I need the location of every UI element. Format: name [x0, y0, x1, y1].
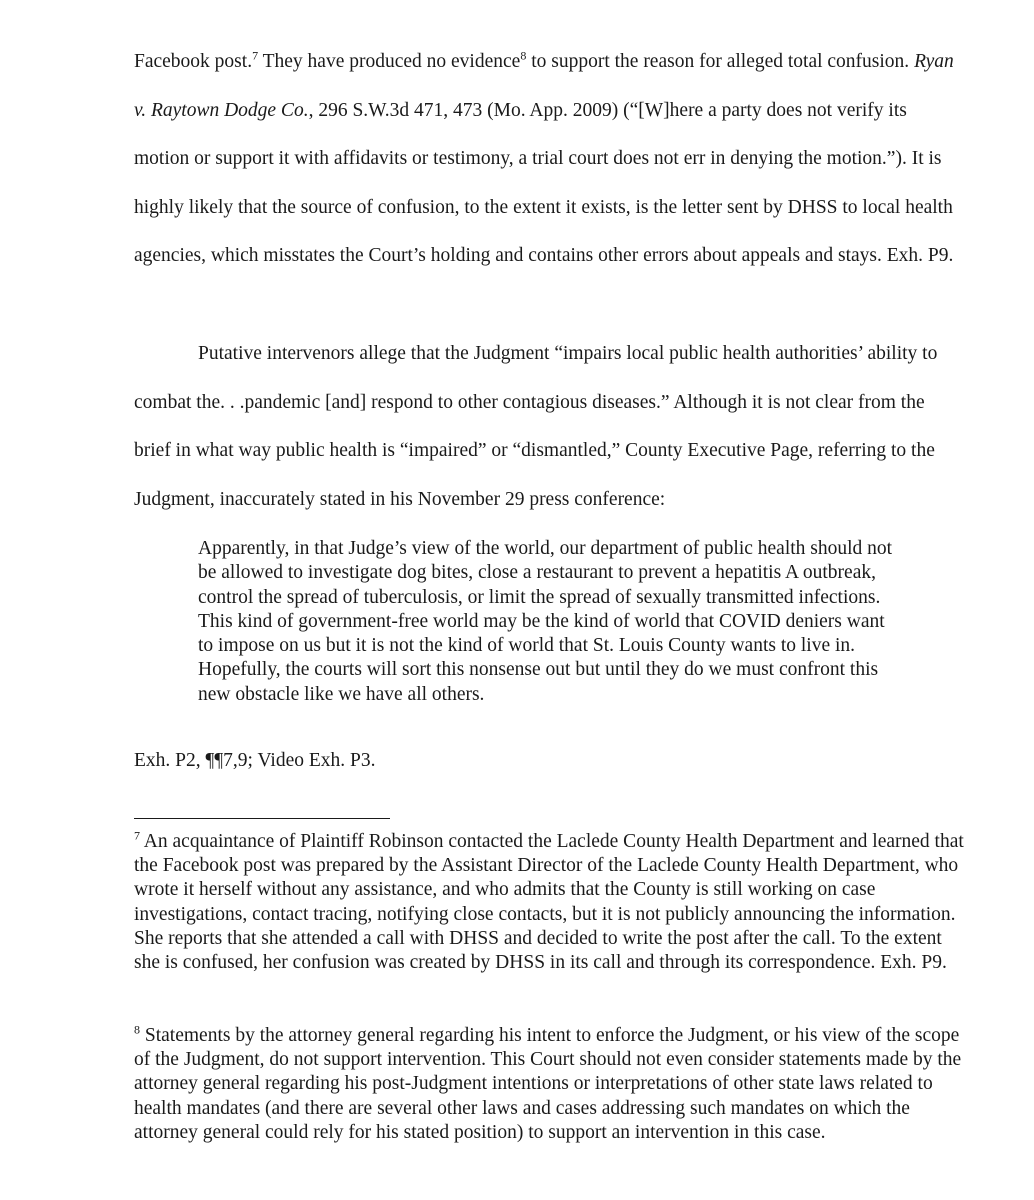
body-paragraph-2: Putative intervenors allege that the Judgment “impairs local public health authorities’ ability to combat the. . .pandemic [and] respond to other contagious diseases.” Although it is not clear from the brief in what way public health is “impaired” or “dismantled,” County Executive Page, referring to the Judgment, inaccurately stated in his November 29 press conference: — [134, 343, 938, 510]
footnote-7-marker: 7 — [134, 828, 140, 843]
footnote-7-text: An acquaintance of Plaintiff Robinson contacted the Laclede County Health Department and learned that the Facebook post was prepared by the Assistant Director of the Laclede County Health Department, who wrote it herself without any assistance, and who admits that the County is still working on case investigations, contact tracing, notifying close contacts, but it is not publicly announcing the information. She reports that she attended a call with DHSS and decided to write the post after the call. To the extent she is confused, her confusion was created by DHSS in its call and through its correspondence. Exh. P9. — [134, 831, 964, 974]
footnote-7-reference: 7 — [252, 48, 259, 63]
exhibit-citation-line: Exh. P2, ¶¶7,9; Video Exh. P3. — [134, 750, 376, 771]
body-paragraph-1 — [134, 38, 954, 281]
footnote-8-text: Statements by the attorney general regarding his intent to enforce the Judgment, or his view of the scope of the Judgment, do not support intervention. This Court should not even consider statements made by the attorney general regarding his post-Judgment intentions or interpretations of other state laws related to health mandates (and there are several other laws and cases addressing such mandates on which the attorney general could rely for his stated position) to support an intervention in this case. — [134, 1025, 962, 1143]
footnote-8 — [134, 1024, 964, 1145]
footnote-separator-rule — [134, 818, 390, 819]
footnote-8-reference: 8 — [520, 48, 527, 63]
footnote-8-marker: 8 — [134, 1022, 140, 1037]
footnote-7 — [134, 830, 964, 975]
paragraph-1-lead-text: Facebook post. — [134, 51, 253, 72]
block-quote: Apparently, in that Judge’s view of the world, our department of public health should not be allowed to investigate dog bites, close a restaurant to prevent a hepatitis A outbreak, control the spread of tuberculosis, or limit the spread of sexually transmitted infections. This kind of government-free world may be the kind of world that COVID deniers want to impose on us but it is not the kind of world that St. Louis County wants to live in. Hopefully, the courts will sort this nonsense out but until they do we must confront this new obstacle like we have all others. — [198, 538, 893, 705]
paragraph-1-pre-case-text: to support the reason for alleged total confusion. — [526, 51, 915, 72]
paragraph-1-post-case-text: , 296 S.W.3d 471, 473 (Mo. App. 2009) (“[W]here a party does not verify its motion or support it with affidavits or testimony, a trial court does not err in denying the motion.”). It is highly likely that the source of confusion, to the extent it exists, is the letter sent by DHSS to local health agencies, which misstates the Court’s holding and contains other errors about appeals and stays. Exh. P9. — [134, 99, 954, 267]
case-citation-name: Ryan v. Raytown Dodge Co. — [134, 51, 954, 121]
paragraph-1-evidence-text: They have produced no evidence — [258, 51, 521, 72]
